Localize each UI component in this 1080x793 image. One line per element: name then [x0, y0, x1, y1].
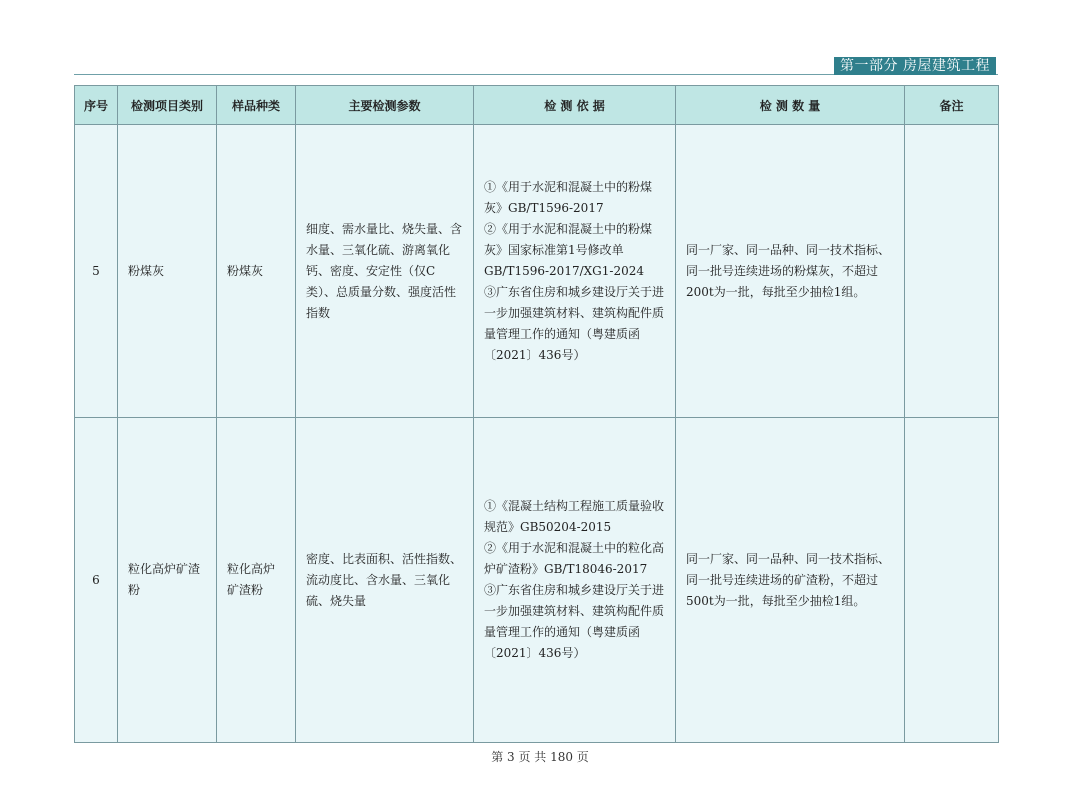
header-no: 序号 [75, 86, 118, 125]
basis-item: ②《用于水泥和混凝土中的粉煤灰》国家标准第1号修改单GB/T1596-2017/XG1-2024 [484, 221, 653, 278]
header-note: 备注 [905, 86, 999, 125]
basis-item: ①《用于水泥和混凝土中的粉煤灰》GB/T1596-2017 [484, 179, 653, 215]
header-basis: 检 测 依 据 [474, 86, 676, 125]
basis-item: ②《用于水泥和混凝土中的粒化高炉矿渣粉》GB/T18046-2017 [484, 541, 665, 576]
header-params: 主要检测参数 [296, 86, 474, 125]
row-no: 5 [75, 125, 118, 418]
basis-item: ③广东省住房和城乡建设厅关于进一步加强建筑材料、建筑构配件质量管理工作的通知（粤建质函〔2021〕436号） [484, 583, 665, 660]
row-category: 粒化高炉矿渣粉 [118, 418, 217, 743]
row-category: 粉煤灰 [118, 125, 217, 418]
row-params: 密度、比表面积、活性指数、流动度比、含水量、三氧化硫、烧失量 [296, 418, 474, 743]
header-quantity: 检 测 数 量 [676, 86, 905, 125]
row-quantity: 同一厂家、同一品种、同一技术指标、同一批号连续进场的粉煤灰，不超过200t为一批，每批至少抽检1组。 [676, 125, 905, 418]
basis-item: ①《混凝土结构工程施工质量验收规范》GB50204-2015 [484, 499, 665, 534]
header-category: 检测项目类别 [118, 86, 217, 125]
page-footer: 第 3 页 共 180 页 [491, 750, 589, 764]
table-row [75, 418, 999, 743]
row-no: 6 [75, 418, 118, 743]
row-quantity: 同一厂家、同一品种、同一技术指标、同一批号连续进场的矿渣粉，不超过500t为一批，每批至少抽检1组。 [676, 418, 905, 743]
row-note [905, 125, 999, 418]
row-params: 细度、需水量比、烧失量、含水量、三氧化硫、游离氧化钙、密度、安定性（仅C类）、总质量分数、强度活性指数 [296, 125, 474, 418]
basis-item: ③广东省住房和城乡建设厅关于进一步加强建筑材料、建筑构配件质量管理工作的通知（粤建质函〔2021〕436号） [484, 284, 665, 362]
section-label: 第一部分 房屋建筑工程 [834, 57, 996, 75]
row-note [905, 418, 999, 743]
table-header-row [75, 86, 999, 125]
row-sample: 粉煤灰 [217, 125, 296, 418]
row-basis [474, 125, 676, 418]
header-sample: 样品种类 [217, 86, 296, 125]
row-sample: 粒化高炉矿渣粉 [217, 418, 296, 743]
row-basis [474, 418, 676, 743]
table-row [75, 125, 999, 418]
inspection-table [74, 85, 999, 743]
